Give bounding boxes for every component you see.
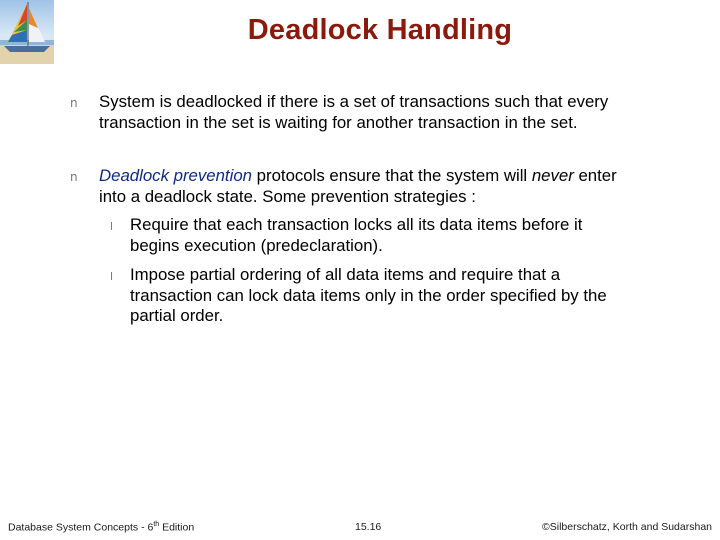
bullet-deadlock-prevention	[99, 166, 639, 207]
footer-book-title	[8, 521, 194, 534]
footer-book-title-prefix: Database System Concepts - 6	[8, 521, 154, 534]
footer-book-title-suffix: Edition	[159, 521, 195, 534]
text-segment: enter into a deadlock state. Some prevention strategies :	[99, 166, 617, 206]
sub-bullet-predeclaration: Require that each transaction locks all its data items before it begins execution (predeclaration).	[130, 215, 583, 255]
bullet-marker: n	[70, 96, 78, 110]
emphasis-never: never	[531, 166, 574, 185]
sub-bullet-marker: l	[110, 270, 114, 283]
bullet-marker: n	[70, 170, 78, 184]
footer-copyright: ©Silberschatz, Korth and Sudarshan	[542, 521, 712, 533]
sub-bullet-partial-ordering: Impose partial ordering of all data items and require that a transaction can lock data items only in the order specified by the partial order.	[130, 265, 607, 325]
bullet-deadlocked-definition: System is deadlocked if there is a set of transactions such that every transaction in the set is waiting for another transaction in the set.	[99, 92, 609, 132]
slide-title: Deadlock Handling	[247, 14, 513, 46]
footer-edition-superscript: th	[153, 521, 160, 528]
term-deadlock-prevention: Deadlock prevention	[99, 166, 252, 185]
text-segment: protocols ensure that the system will	[252, 166, 532, 185]
footer-slide-number: 15.16	[355, 521, 382, 533]
sub-bullet-marker: l	[110, 220, 114, 233]
